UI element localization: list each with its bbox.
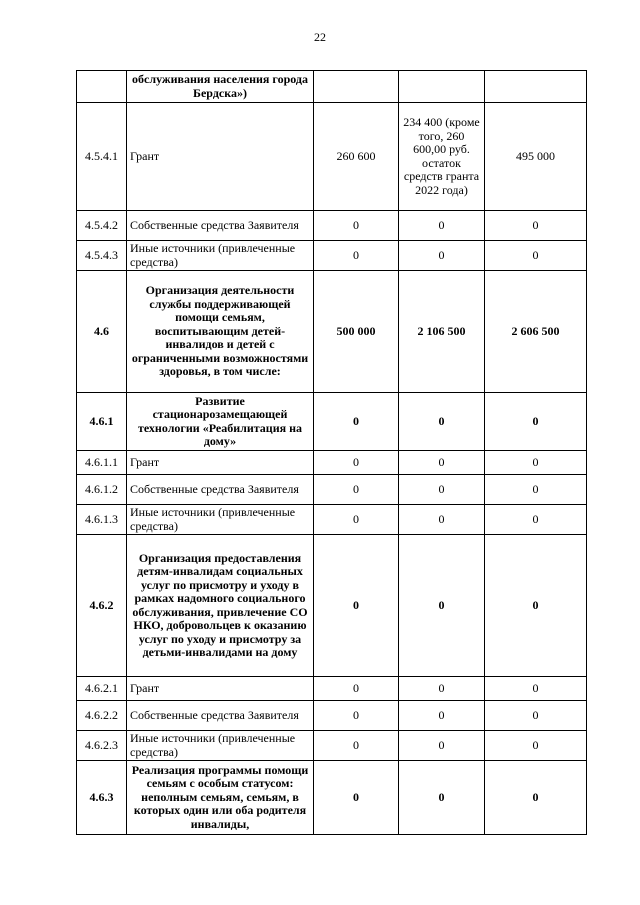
table-row bbox=[77, 103, 587, 211]
row-name-cell: Собственные средства Заявителя bbox=[127, 211, 314, 241]
row-value-2-cell: 0 bbox=[399, 451, 485, 475]
row-code-cell: 4.6.2 bbox=[77, 535, 127, 677]
row-value-1-cell: 0 bbox=[314, 701, 399, 731]
row-name-cell: Грант bbox=[127, 677, 314, 701]
table-row bbox=[77, 475, 587, 505]
row-code-cell: 4.6.1.2 bbox=[77, 475, 127, 505]
row-code-cell: 4.6.3 bbox=[77, 761, 127, 835]
row-value-3-cell: 0 bbox=[485, 731, 587, 761]
row-value-2-cell: 0 bbox=[399, 475, 485, 505]
row-code-cell: 4.5.4.1 bbox=[77, 103, 127, 211]
row-value-2-cell: 0 bbox=[399, 535, 485, 677]
page-number: 22 bbox=[314, 30, 326, 44]
row-value-1-cell: 0 bbox=[314, 475, 399, 505]
row-name-cell: Собственные средства Заявителя bbox=[127, 701, 314, 731]
row-value-1-cell: 260 600 bbox=[314, 103, 399, 211]
row-value-3-cell: 0 bbox=[485, 475, 587, 505]
row-value-3-cell: 0 bbox=[485, 211, 587, 241]
row-value-3-cell: 0 bbox=[485, 677, 587, 701]
row-value-2-cell: 0 bbox=[399, 241, 485, 271]
table-row bbox=[77, 505, 587, 535]
row-value-3-cell: 2 606 500 bbox=[485, 271, 587, 393]
row-value-3-cell: 0 bbox=[485, 505, 587, 535]
row-code-cell: 4.6.2.2 bbox=[77, 701, 127, 731]
table-row bbox=[77, 241, 587, 271]
row-value-1-cell: 0 bbox=[314, 451, 399, 475]
row-name-cell: Реализация программы помощи семьям с особым статусом: неполным семьям, семьям, в которых один или оба родителя инвалиды, bbox=[127, 761, 314, 835]
row-value-2-cell: 0 bbox=[399, 393, 485, 451]
row-value-3-cell: 0 bbox=[485, 451, 587, 475]
row-code-cell: 4.6.1.3 bbox=[77, 505, 127, 535]
table-row bbox=[77, 451, 587, 475]
table-row bbox=[77, 393, 587, 451]
table-row bbox=[77, 271, 587, 393]
row-value-1-cell: 0 bbox=[314, 761, 399, 835]
row-value-2-cell: 0 bbox=[399, 701, 485, 731]
row-name-cell: Иные источники (привлеченные средства) bbox=[127, 731, 314, 761]
row-code-cell: 4.5.4.3 bbox=[77, 241, 127, 271]
row-value-2-cell: 0 bbox=[399, 677, 485, 701]
row-name-cell: Иные источники (привлеченные средства) bbox=[127, 241, 314, 271]
row-value-1-cell: 0 bbox=[314, 211, 399, 241]
row-value-3-cell: 0 bbox=[485, 761, 587, 835]
row-code-cell: 4.6 bbox=[77, 271, 127, 393]
row-value-1-cell: 0 bbox=[314, 505, 399, 535]
row-value-1-cell: 0 bbox=[314, 677, 399, 701]
table-row bbox=[77, 211, 587, 241]
row-code-cell: 4.6.1 bbox=[77, 393, 127, 451]
table-row bbox=[77, 677, 587, 701]
row-name-cell: Развитие стационарозамещающей технологии «Реабилитация на дому» bbox=[127, 393, 314, 451]
row-value-3-cell: 495 000 bbox=[485, 103, 587, 211]
row-value-2-cell: 2 106 500 bbox=[399, 271, 485, 393]
row-value-2-cell: 0 bbox=[399, 761, 485, 835]
row-name-cell: Организация деятельности службы поддерживающей помощи семьям, воспитывающим детей-инвалидов и детей с ограниченными возможностями здоровья, в том числе: bbox=[127, 271, 314, 393]
table-row bbox=[77, 701, 587, 731]
row-value-1-cell: 0 bbox=[314, 535, 399, 677]
row-name-cell: Собственные средства Заявителя bbox=[127, 475, 314, 505]
row-name-cell: обслуживания населения города Бердска») bbox=[127, 71, 314, 103]
table-row bbox=[77, 535, 587, 677]
row-name-cell: Иные источники (привлеченные средства) bbox=[127, 505, 314, 535]
table-row bbox=[77, 761, 587, 835]
row-value-2-cell bbox=[399, 71, 485, 103]
row-value-2-cell: 0 bbox=[399, 211, 485, 241]
row-value-2-cell: 234 400 (кроме того, 260 600,00 руб. остаток средств гранта 2022 года) bbox=[399, 103, 485, 211]
row-value-1-cell: 0 bbox=[314, 731, 399, 761]
row-value-2-cell: 0 bbox=[399, 505, 485, 535]
budget-table-body bbox=[77, 71, 587, 835]
row-value-3-cell: 0 bbox=[485, 241, 587, 271]
row-name-cell: Грант bbox=[127, 103, 314, 211]
row-value-3-cell: 0 bbox=[485, 701, 587, 731]
row-code-cell: 4.6.1.1 bbox=[77, 451, 127, 475]
row-name-cell: Организация предоставления детям-инвалидам социальных услуг по присмотру и уходу в рамках надомного социального обслуживания, привлечение СО НКО, добровольцев к оказанию услуг по уходу и присмотру за детьми-инвалидами на дому bbox=[127, 535, 314, 677]
budget-table bbox=[76, 70, 587, 835]
row-code-cell bbox=[77, 71, 127, 103]
row-code-cell: 4.6.2.1 bbox=[77, 677, 127, 701]
row-value-1-cell: 0 bbox=[314, 393, 399, 451]
row-value-1-cell bbox=[314, 71, 399, 103]
row-value-1-cell: 500 000 bbox=[314, 271, 399, 393]
row-code-cell: 4.6.2.3 bbox=[77, 731, 127, 761]
row-value-2-cell: 0 bbox=[399, 731, 485, 761]
table-row bbox=[77, 71, 587, 103]
table-row bbox=[77, 731, 587, 761]
row-value-3-cell: 0 bbox=[485, 535, 587, 677]
row-code-cell: 4.5.4.2 bbox=[77, 211, 127, 241]
row-value-1-cell: 0 bbox=[314, 241, 399, 271]
row-value-3-cell bbox=[485, 71, 587, 103]
row-name-cell: Грант bbox=[127, 451, 314, 475]
row-value-3-cell: 0 bbox=[485, 393, 587, 451]
